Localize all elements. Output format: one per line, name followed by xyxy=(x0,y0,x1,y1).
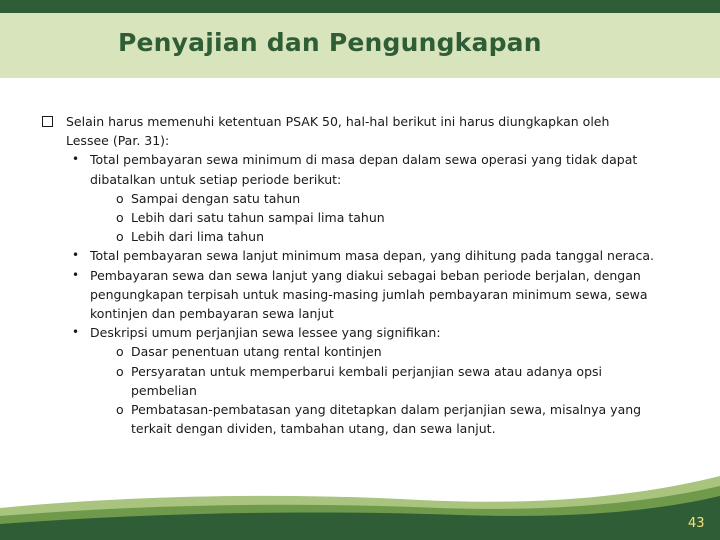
sub-bullet-icon: o xyxy=(116,229,124,245)
sub-bullet-icon: o xyxy=(116,344,124,360)
list-item-line: Total pembayaran sewa lanjut minimum masa depan, yang dihitung pada tanggal neraca. xyxy=(90,248,654,264)
list-item-line: Deskripsi umum perjanjian sewa lessee yang signifikan: xyxy=(90,325,441,341)
sub-bullet-icon: o xyxy=(116,190,124,206)
sub-list-item xyxy=(42,362,682,400)
sub-list-item-line: Pembatasan-pembatasan yang ditetapkan dalam perjanjian sewa, misalnya yang xyxy=(131,402,642,418)
list-item-line: kontinjen dan pembayaran sewa lanjut xyxy=(90,306,334,322)
sub-bullet-icon: o xyxy=(116,402,124,418)
sub-list-item-line: Dasar penentuan utang rental kontinjen xyxy=(131,344,382,360)
page-number: 43 xyxy=(688,516,705,531)
square-bullet-icon xyxy=(42,116,53,127)
sub-list-item-line: Lebih dari satu tahun sampai lima tahun xyxy=(131,210,385,226)
content-body xyxy=(42,112,682,438)
intro-line: Lessee (Par. 31): xyxy=(66,133,170,149)
intro-line: Selain harus memenuhi ketentuan PSAK 50, hal-hal berikut ini harus diungkapkan oleh xyxy=(66,114,610,129)
sub-list-item xyxy=(42,342,682,361)
list-item-line: dibatalkan untuk setiap periode berikut: xyxy=(90,171,342,187)
footer-wave xyxy=(0,470,720,540)
sub-list-item-line: terkait dengan dividen, tambahan utang, dan sewa lanjut. xyxy=(131,421,496,437)
sub-list-item-line: pembelian xyxy=(131,382,197,398)
sub-list-item-line: Lebih dari lima tahun xyxy=(131,229,265,245)
list-item xyxy=(42,323,682,342)
header-bar xyxy=(0,0,720,13)
sub-bullet-icon: o xyxy=(116,363,124,379)
sub-list-item-line: Persyaratan untuk memperbarui kembali perjanjian sewa atau adanya opsi xyxy=(131,363,602,379)
bullet-dot-icon: • xyxy=(72,248,80,263)
list-item xyxy=(42,150,682,188)
list-item xyxy=(42,246,682,265)
list-item xyxy=(42,266,682,324)
sub-list-item xyxy=(42,208,682,227)
list-item-line: Pembayaran sewa dan sewa lanjut yang diakui sebagai beban periode berjalan, dengan xyxy=(90,267,641,283)
intro-paragraph xyxy=(42,112,682,150)
sub-list-item xyxy=(42,189,682,208)
list-item-line: pengungkapan terpisah untuk masing-masing jumlah pembayaran minimum sewa, sewa xyxy=(90,286,648,302)
sub-list-item xyxy=(42,227,682,246)
sub-list-item xyxy=(42,400,682,438)
page-title: Penyajian dan Pengungkapan xyxy=(118,28,542,57)
bullet-dot-icon: • xyxy=(72,267,80,282)
sub-bullet-icon: o xyxy=(116,210,124,226)
sub-list-item-line: Sampai dengan satu tahun xyxy=(131,190,301,206)
bullet-dot-icon: • xyxy=(72,325,80,340)
bullet-dot-icon: • xyxy=(72,152,80,167)
list-item-line: Total pembayaran sewa minimum di masa depan dalam sewa operasi yang tidak dapat xyxy=(90,152,638,168)
